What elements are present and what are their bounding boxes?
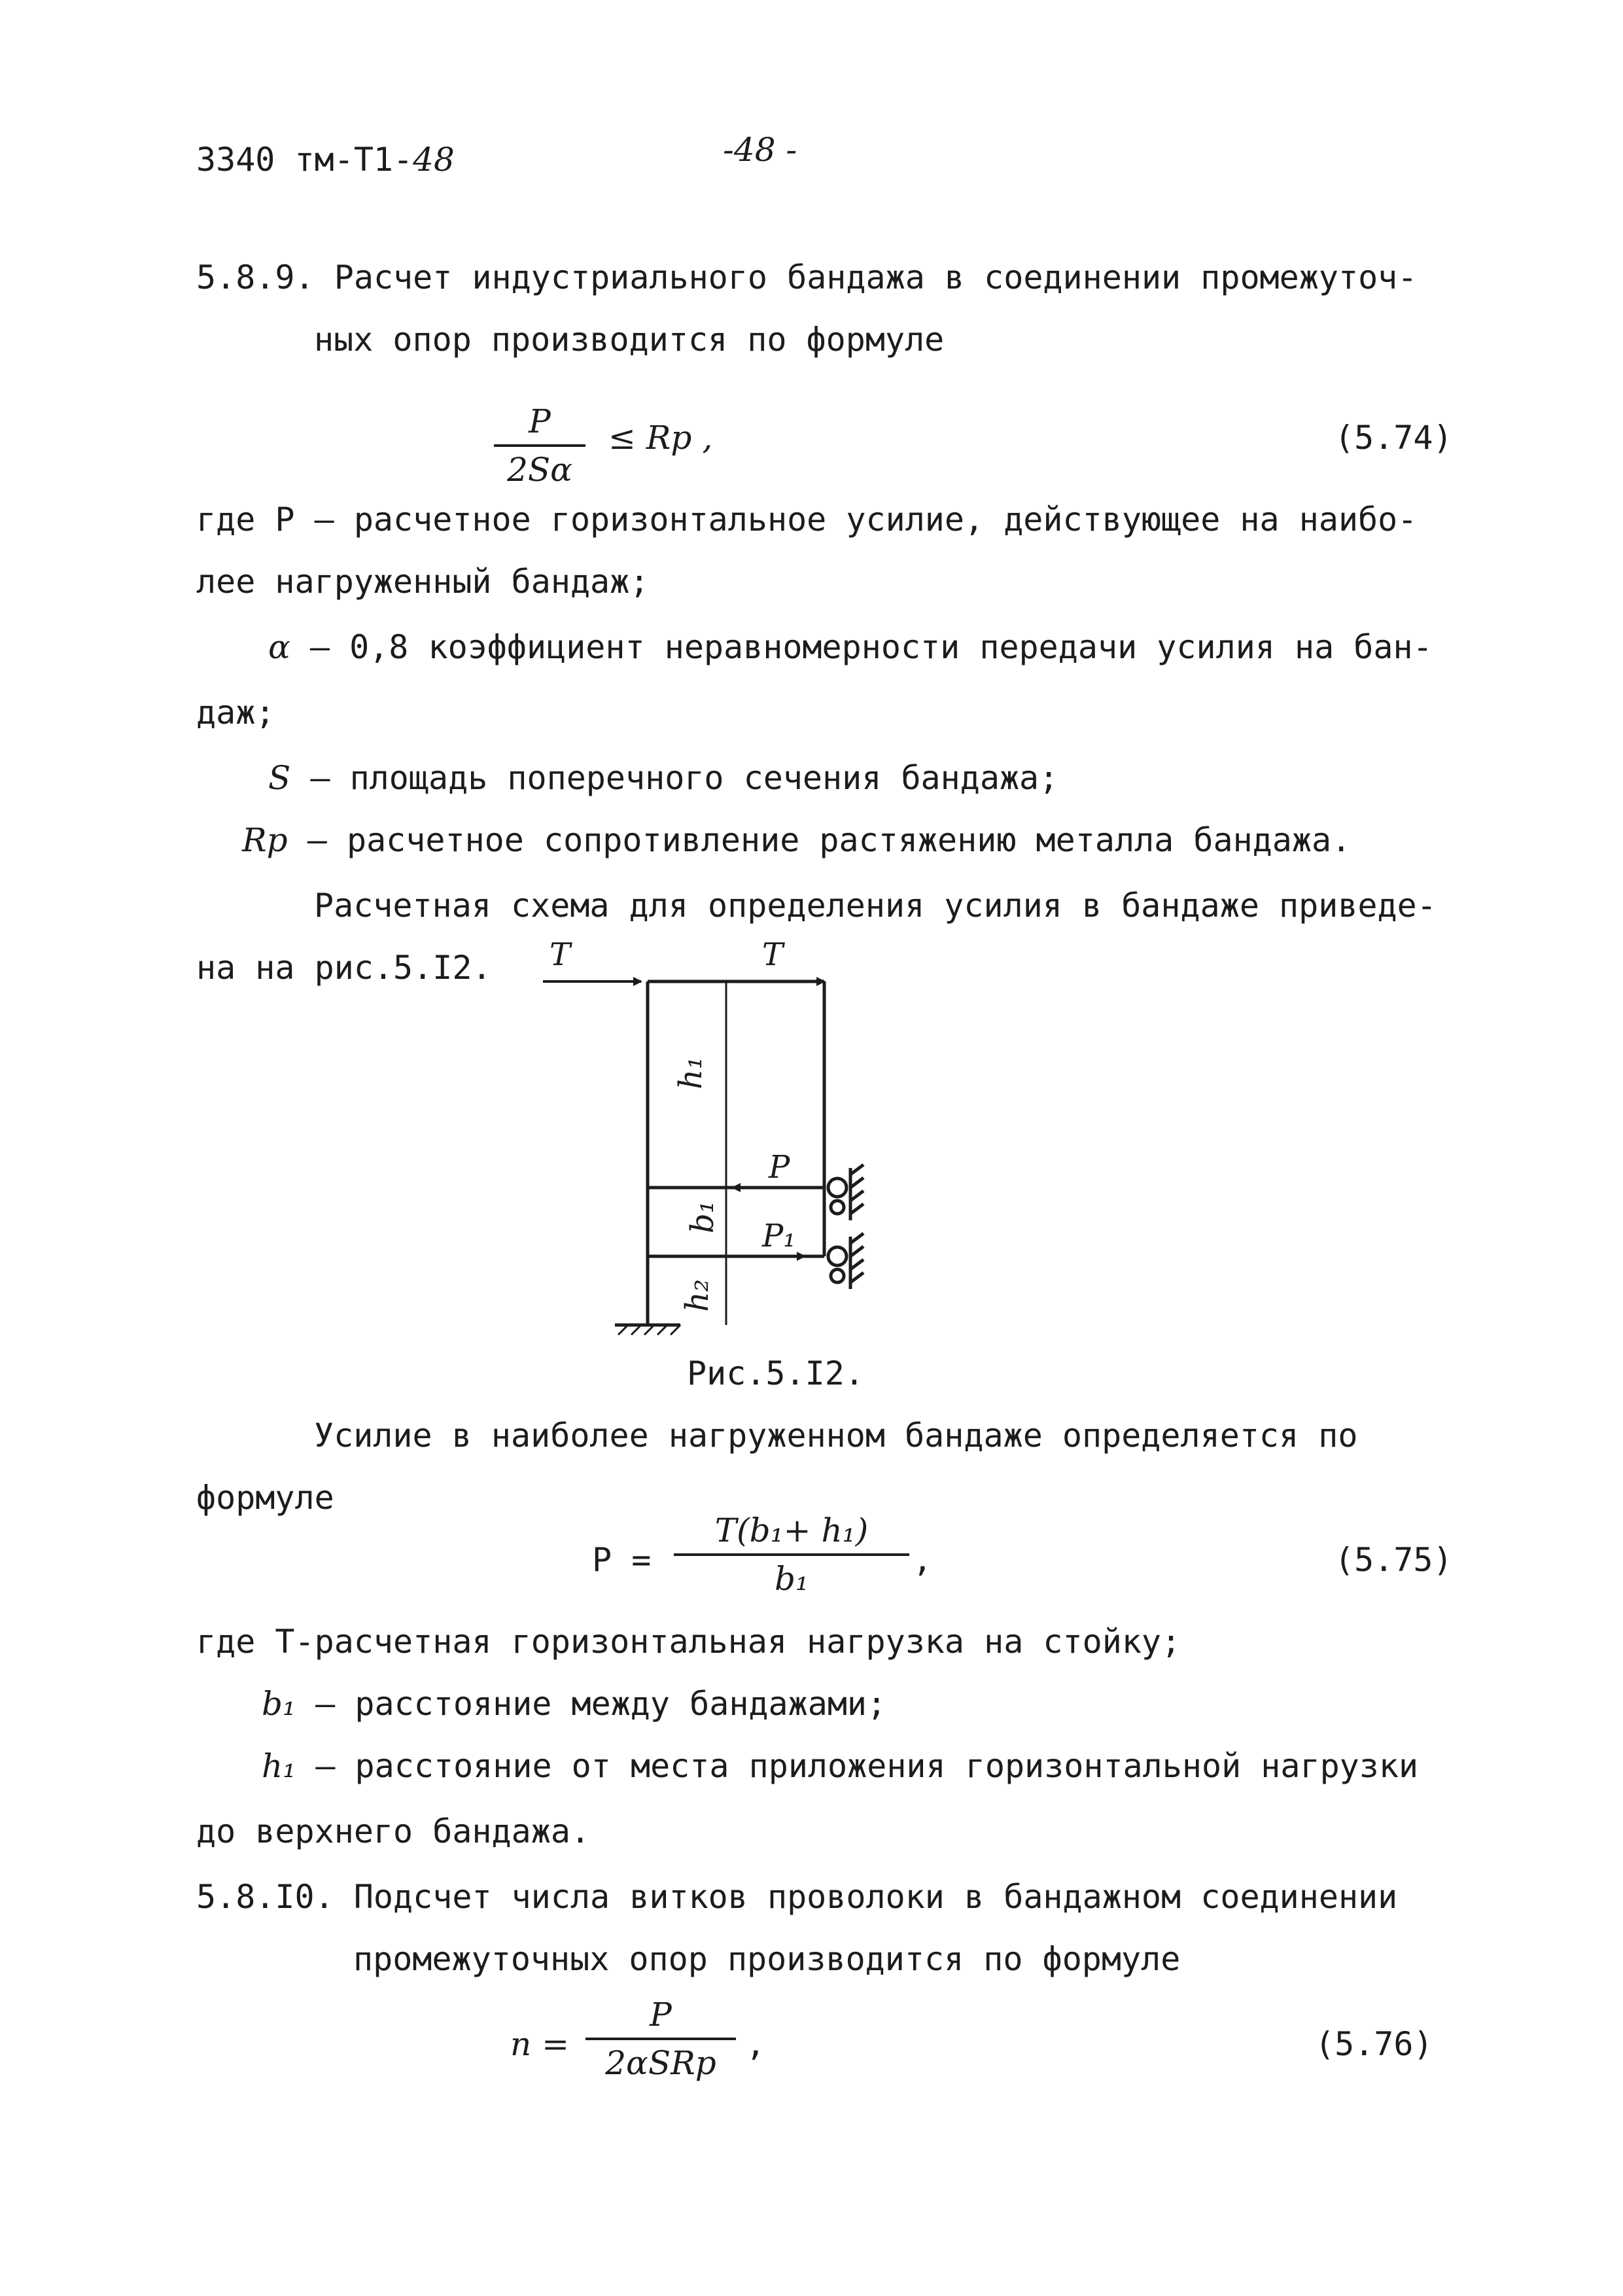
scheme-line1: Расчетная схема для определения усилия в бандаже приведе- — [314, 887, 1437, 925]
where-alpha-line1 — [268, 628, 1433, 666]
h1-symbol: h₁ — [262, 1747, 296, 1785]
where-p-line1: где P – расчетное горизонтальное усилие, действующее на наибо- — [196, 501, 1418, 539]
alpha-symbol: α — [268, 628, 290, 666]
label-b1: b₁ — [684, 1201, 721, 1233]
formula-575-lhs: P = — [592, 1541, 652, 1579]
formula-576-numerator: P — [650, 1996, 672, 2034]
where-h-line1 — [262, 1747, 1418, 1785]
upper-support-hinge — [828, 1178, 846, 1197]
section-5810-text: Подсчет числа витков проволоки в бандажном соединении — [353, 1878, 1398, 1916]
upper-support-hinge-2 — [831, 1201, 844, 1214]
label-h1: h₁ — [672, 1056, 709, 1089]
formula-575-numerator: T(b₁+ h₁) — [714, 1511, 869, 1549]
label-t-left: T — [550, 936, 571, 973]
formula-574-denominator: 2Sα — [507, 451, 572, 489]
formula-575-fraction — [674, 1511, 909, 1598]
formula-576-lhs: n = — [510, 2025, 569, 2063]
b1-symbol: b₁ — [262, 1685, 296, 1723]
s-text: – площадь поперечного сечения бандажа; — [290, 759, 1059, 797]
lower-support-hinge-2 — [831, 1269, 844, 1282]
figure-5-12 — [536, 926, 903, 1352]
figure-5-12-diagram — [536, 926, 903, 1345]
h1-text: – расстояние от места приложения горизонтальной нагрузки — [296, 1747, 1419, 1785]
formula-576-denominator: 2αSRp — [605, 2044, 716, 2082]
fraction-bar — [585, 2038, 736, 2040]
formula-575-label: (5.75) — [1335, 1541, 1453, 1579]
s-symbol: S — [268, 759, 291, 797]
rp-symbol: Rp — [242, 821, 288, 859]
label-t-right: T — [762, 936, 784, 973]
formula-574-label: (5.74) — [1335, 419, 1453, 457]
label-p-top: P — [769, 1149, 790, 1186]
formula-576-label: (5.76) — [1315, 2025, 1433, 2063]
alpha-text: – 0,8 коэффициент неравномерности передачи усилия на бан- — [290, 628, 1433, 666]
force-line2: формуле — [196, 1479, 334, 1517]
page-number: -48 - — [723, 131, 797, 169]
where-t-line: где T-расчетная горизонтальная нагрузка на стойку; — [196, 1623, 1181, 1661]
formula-574-relation: ≤ Rp , — [608, 419, 713, 457]
rp-text: – расчетное сопротивление растяжению металла бандажа. — [287, 821, 1352, 859]
section-589-number: 5.8.9. — [196, 258, 315, 296]
formula-576-fraction — [585, 1996, 736, 2082]
formula-575-denominator: b₁ — [774, 1560, 809, 1598]
where-rp-line — [242, 821, 1351, 859]
where-p-line2: лее нагруженный бандаж; — [196, 563, 650, 601]
document-code — [196, 141, 455, 179]
section-589-line1 — [196, 258, 1417, 296]
section-589-text: Расчет индустриального бандажа в соединении промежуточ- — [334, 258, 1418, 296]
where-b-line — [262, 1685, 886, 1723]
section-5810-number: 5.8.I0. — [196, 1878, 334, 1916]
formula-574-fraction — [494, 402, 585, 489]
label-h2: h₂ — [679, 1279, 716, 1312]
formula-575-tail: , — [913, 1541, 933, 1579]
label-p-bottom: P₁ — [762, 1218, 796, 1254]
figure-caption: Рис.5.I2. — [687, 1354, 864, 1392]
doc-code-text: 3340 тм-Т1- — [196, 141, 413, 179]
where-h-line2: до верхнего бандажа. — [196, 1812, 591, 1850]
where-s-line — [268, 759, 1058, 797]
section-5810-line2: промежуточных опор производится по формуле — [353, 1940, 1181, 1978]
doc-sheet-number: 48 — [413, 141, 455, 179]
section-589-line2: ных опор производится по формуле — [314, 321, 945, 359]
b1-text: – расстояние между бандажами; — [296, 1685, 887, 1723]
formula-574-numerator: P — [529, 402, 551, 440]
where-alpha-line2: даж; — [196, 694, 275, 732]
fraction-bar — [674, 1553, 909, 1556]
force-line1: Усилие в наиболее нагруженном бандаже определяется по — [314, 1417, 1358, 1455]
section-5810-line1 — [196, 1878, 1397, 1916]
lower-support-hinge — [828, 1247, 846, 1265]
formula-576-tail: , — [746, 2025, 766, 2063]
fraction-bar — [494, 444, 585, 447]
scheme-line2: на на рис.5.I2. — [196, 949, 492, 987]
